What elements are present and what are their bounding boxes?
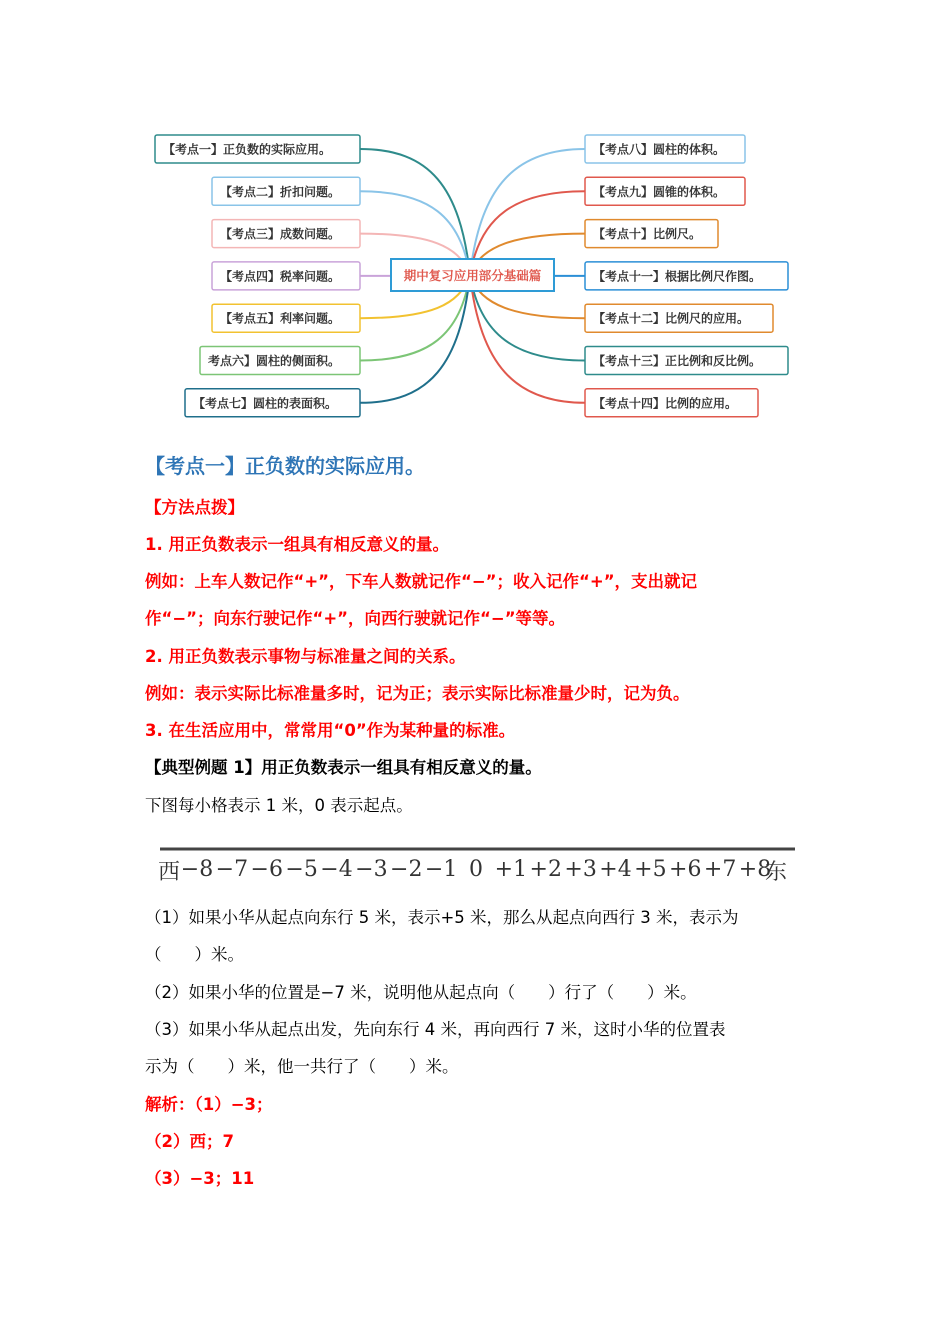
mindmap-center-label: 期中复习应用部分基础篇 bbox=[403, 268, 542, 283]
mindmap-node-left-3 bbox=[212, 220, 360, 248]
mindmap-node-left-2 bbox=[212, 177, 360, 205]
answer-2: （2）西；7 bbox=[145, 1132, 234, 1151]
number-line-tick-label: −3 bbox=[355, 857, 388, 882]
mindmap-node-left-7 bbox=[185, 389, 360, 417]
method-point-2: 2. 用正负数表示事物与标准量之间的关系。 bbox=[145, 647, 466, 666]
mind-map bbox=[0, 0, 950, 430]
mindmap-node-right-5 bbox=[585, 304, 773, 332]
mindmap-node-label: 【考点四】税率问题。 bbox=[220, 269, 341, 284]
number-line-tick-label: −5 bbox=[285, 857, 318, 882]
mindmap-node-label: 【考点十】比例尺。 bbox=[593, 227, 702, 242]
example-intro: 下图每小格表示 1 米，0 表示起点。 bbox=[145, 796, 413, 815]
mindmap-node-left-6 bbox=[200, 347, 360, 375]
number-line bbox=[155, 843, 805, 888]
method-title: 【方法点拨】 bbox=[145, 498, 244, 517]
mindmap-node-label: 【考点十二】比例尺的应用。 bbox=[593, 311, 750, 326]
mindmap-node-left-4 bbox=[212, 262, 360, 290]
answer-3: （3）−3；11 bbox=[145, 1169, 255, 1188]
method-point-1: 1. 用正负数表示一组具有相反意义的量。 bbox=[145, 535, 449, 554]
number-line-tick-label: −1 bbox=[424, 857, 458, 882]
number-line-tick-label: +6 bbox=[669, 857, 702, 882]
method-example-2: 例如：表示实际比标准量多时，记为正；表示实际比标准量少时，记为负。 bbox=[145, 684, 690, 703]
mindmap-center-node bbox=[391, 259, 554, 291]
mindmap-node-label: 【考点八】圆柱的体积。 bbox=[593, 142, 726, 157]
number-line-tick-label: +8 bbox=[738, 857, 772, 882]
mindmap-node-label: 【考点十三】正比例和反比例。 bbox=[593, 354, 762, 368]
mindmap-connector-right bbox=[470, 149, 585, 275]
mindmap-node-label: 【考点七】圆柱的表面积。 bbox=[193, 396, 338, 411]
mindmap-connector-right bbox=[470, 275, 585, 403]
question-2: （2）如果小华的位置是−7 米，说明他从起点向（ ）行了（ ）米。 bbox=[145, 983, 697, 1002]
answer-1: 解析：（1）−3； bbox=[145, 1095, 273, 1114]
mindmap-connector-left bbox=[360, 149, 470, 275]
method-example-1a: 例如：上车人数记作“+”，下车人数就记作“−”；收入记作“+”，支出就记 bbox=[145, 572, 698, 591]
number-line-tick-label: +1 bbox=[494, 857, 528, 882]
number-line-west-label: 西 bbox=[158, 860, 181, 885]
mindmap-node-right-6 bbox=[585, 347, 788, 375]
number-line-tick-label: +2 bbox=[529, 857, 562, 882]
section-heading: 【考点一】正负数的实际应用。 bbox=[145, 454, 425, 478]
mindmap-node-label: 【考点十一】根据比例尺作图。 bbox=[593, 269, 762, 284]
method-example-1b: 作“−”；向东行驶记作“+”，向西行驶就记作“−”等等。 bbox=[145, 609, 566, 628]
method-point-3: 3. 在生活应用中，常常用“0”作为某种量的标准。 bbox=[145, 721, 516, 740]
number-line-tick-label: −8 bbox=[180, 857, 214, 882]
mindmap-node-right-3 bbox=[585, 220, 718, 248]
mindmap-node-label: 【考点二】折扣问题。 bbox=[220, 184, 341, 199]
number-line-tick-label: +7 bbox=[703, 857, 737, 882]
example-title: 【典型例题 1】用正负数表示一组具有相反意义的量。 bbox=[145, 758, 542, 777]
number-line-tick-label: −4 bbox=[320, 857, 353, 882]
mindmap-node-label: 【考点十四】比例的应用。 bbox=[593, 396, 738, 411]
mindmap-connector-left bbox=[360, 275, 470, 403]
number-line-tick-label: −6 bbox=[250, 857, 283, 882]
mindmap-node-label: 【考点一】正负数的实际应用。 bbox=[163, 142, 332, 157]
question-1b: （ ）米。 bbox=[145, 945, 244, 964]
number-line-tick-label: +4 bbox=[599, 857, 632, 882]
question-3a: （3）如果小华从起点出发，先向东行 4 米，再向西行 7 米，这时小华的位置表 bbox=[145, 1020, 726, 1039]
question-3b: 示为（ ）米，他一共行了（ ）米。 bbox=[145, 1057, 459, 1076]
mindmap-node-right-2 bbox=[585, 177, 745, 205]
number-line-tick-label: −7 bbox=[215, 857, 249, 882]
mindmap-node-right-4 bbox=[585, 262, 788, 290]
mindmap-node-label: 【考点五】利率问题。 bbox=[220, 311, 341, 326]
number-line-tick-label: +3 bbox=[564, 857, 597, 882]
mindmap-node-label: 【考点三】成数问题。 bbox=[220, 227, 341, 242]
mindmap-node-label: 考点六】圆柱的侧面积。 bbox=[208, 354, 341, 368]
mindmap-node-right-1 bbox=[585, 135, 745, 163]
mindmap-node-label: 【考点九】圆锥的体积。 bbox=[593, 184, 726, 199]
mindmap-node-right-7 bbox=[585, 389, 758, 417]
number-line-tick-label: +5 bbox=[634, 857, 667, 882]
mindmap-node-left-5 bbox=[212, 304, 360, 332]
number-line-tick-label: 0 bbox=[469, 857, 483, 882]
question-1a: （1）如果小华从起点向东行 5 米，表示+5 米，那么从起点向西行 3 米，表示为 bbox=[145, 908, 739, 927]
number-line-east-label: 东 bbox=[765, 860, 788, 885]
number-line-tick-label: −2 bbox=[390, 857, 423, 882]
mindmap-node-left-1 bbox=[155, 135, 360, 163]
